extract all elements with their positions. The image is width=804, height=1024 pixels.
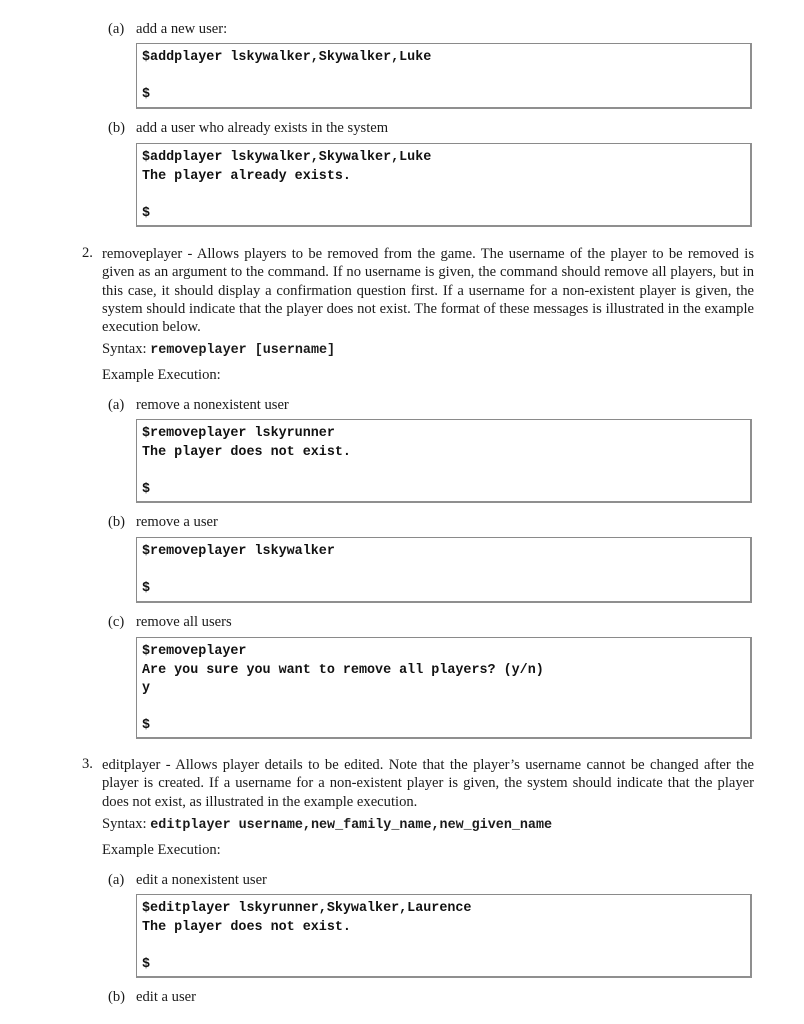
editplayer-example-label: Example Execution:: [102, 842, 221, 858]
terminal-box-remove-all: [136, 637, 752, 739]
example-tag: (b): [108, 989, 126, 1005]
terminal-line: $: [142, 718, 151, 733]
example-tag: (a): [108, 21, 125, 37]
example-tag: (c): [108, 614, 125, 630]
example-label-remove-nonexistent: [108, 397, 289, 414]
terminal-line: $: [142, 956, 151, 972]
example-label-remove-user: [108, 514, 218, 531]
terminal-line: The player already exists.: [142, 168, 351, 184]
terminal-line: $removeplayer: [142, 644, 247, 659]
terminal-line: $: [142, 205, 151, 221]
removeplayer-description: removeplayer - Allows players to be removed from the game. The username of the player to be removed is given as an argument to the command. If no username is given, the command should remove all players, but in this case, it should display a confirmation question first. If a username for a non-existent player is given, the system should indicate that the player does not exist. The format of these messages is illustrated in the example execution below.: [102, 246, 754, 336]
terminal-line: [142, 186, 750, 205]
removeplayer-syntax: [102, 341, 335, 358]
example-label-add-existing-user: [108, 120, 388, 137]
terminal-line: The player does not exist.: [142, 444, 351, 460]
example-tag: (a): [108, 872, 125, 888]
example-label-edit-user: [108, 989, 196, 1006]
terminal-line: $: [142, 87, 151, 102]
editplayer-description: editplayer - Allows player details to be edited. Note that the player’s username cannot be changed after the player is created. If a username for a non-existent player is given, the system should indicate that the player does not exist, as illustrated in the example execution.: [102, 757, 754, 810]
syntax-code: removeplayer [username]: [150, 343, 336, 358]
removeplayer-example-label: Example Execution:: [102, 367, 221, 383]
terminal-box-add-new-user: [136, 43, 752, 109]
terminal-line: $removeplayer lskyrunner: [142, 426, 335, 441]
example-label-add-new-user: [108, 21, 227, 38]
terminal-line: $removeplayer lskywalker: [142, 544, 335, 559]
example-tag: (b): [108, 120, 126, 136]
terminal-box-remove-nonexistent: [136, 419, 752, 503]
terminal-line: $: [142, 481, 151, 497]
example-label-edit-nonexistent: [108, 872, 267, 889]
list-number-2: 2.: [82, 245, 93, 261]
terminal-line: Are you sure you want to remove all players? (y/n): [142, 662, 544, 678]
terminal-line: [142, 937, 750, 956]
example-label-text: remove a user: [136, 514, 218, 530]
editplayer-syntax: [102, 816, 552, 833]
terminal-line: $addplayer lskywalker,Skywalker,Luke: [142, 50, 432, 65]
terminal-line: $: [142, 581, 151, 596]
terminal-line: $addplayer lskywalker,Skywalker,Luke: [142, 150, 432, 165]
terminal-line: The player does not exist.: [142, 919, 351, 935]
terminal-line: [142, 68, 750, 87]
list-number-3: 3.: [82, 756, 93, 772]
terminal-line: y: [142, 681, 151, 696]
example-tag: (a): [108, 397, 125, 413]
terminal-box-remove-user: [136, 537, 752, 603]
syntax-label: Syntax:: [102, 816, 147, 832]
terminal-line: [142, 462, 750, 481]
example-tag: (b): [108, 514, 126, 530]
terminal-box-edit-nonexistent: [136, 894, 752, 978]
example-label-text: edit a nonexistent user: [136, 872, 267, 888]
terminal-box-add-existing-user: [136, 143, 752, 227]
example-label-text: remove all users: [136, 614, 232, 630]
syntax-label: Syntax:: [102, 341, 147, 357]
example-label-text: add a user who already exists in the system: [136, 120, 389, 136]
example-label-text: add a new user:: [136, 21, 228, 37]
example-label-text: remove a nonexistent user: [136, 397, 289, 413]
syntax-code: editplayer username,new_family_name,new_given_name: [150, 818, 553, 833]
example-label-remove-all: [108, 614, 232, 631]
terminal-line: $editplayer lskyrunner,Skywalker,Laurence: [142, 901, 472, 916]
terminal-line: [142, 699, 750, 718]
example-label-text: edit a user: [136, 989, 196, 1005]
terminal-line: [142, 562, 750, 581]
